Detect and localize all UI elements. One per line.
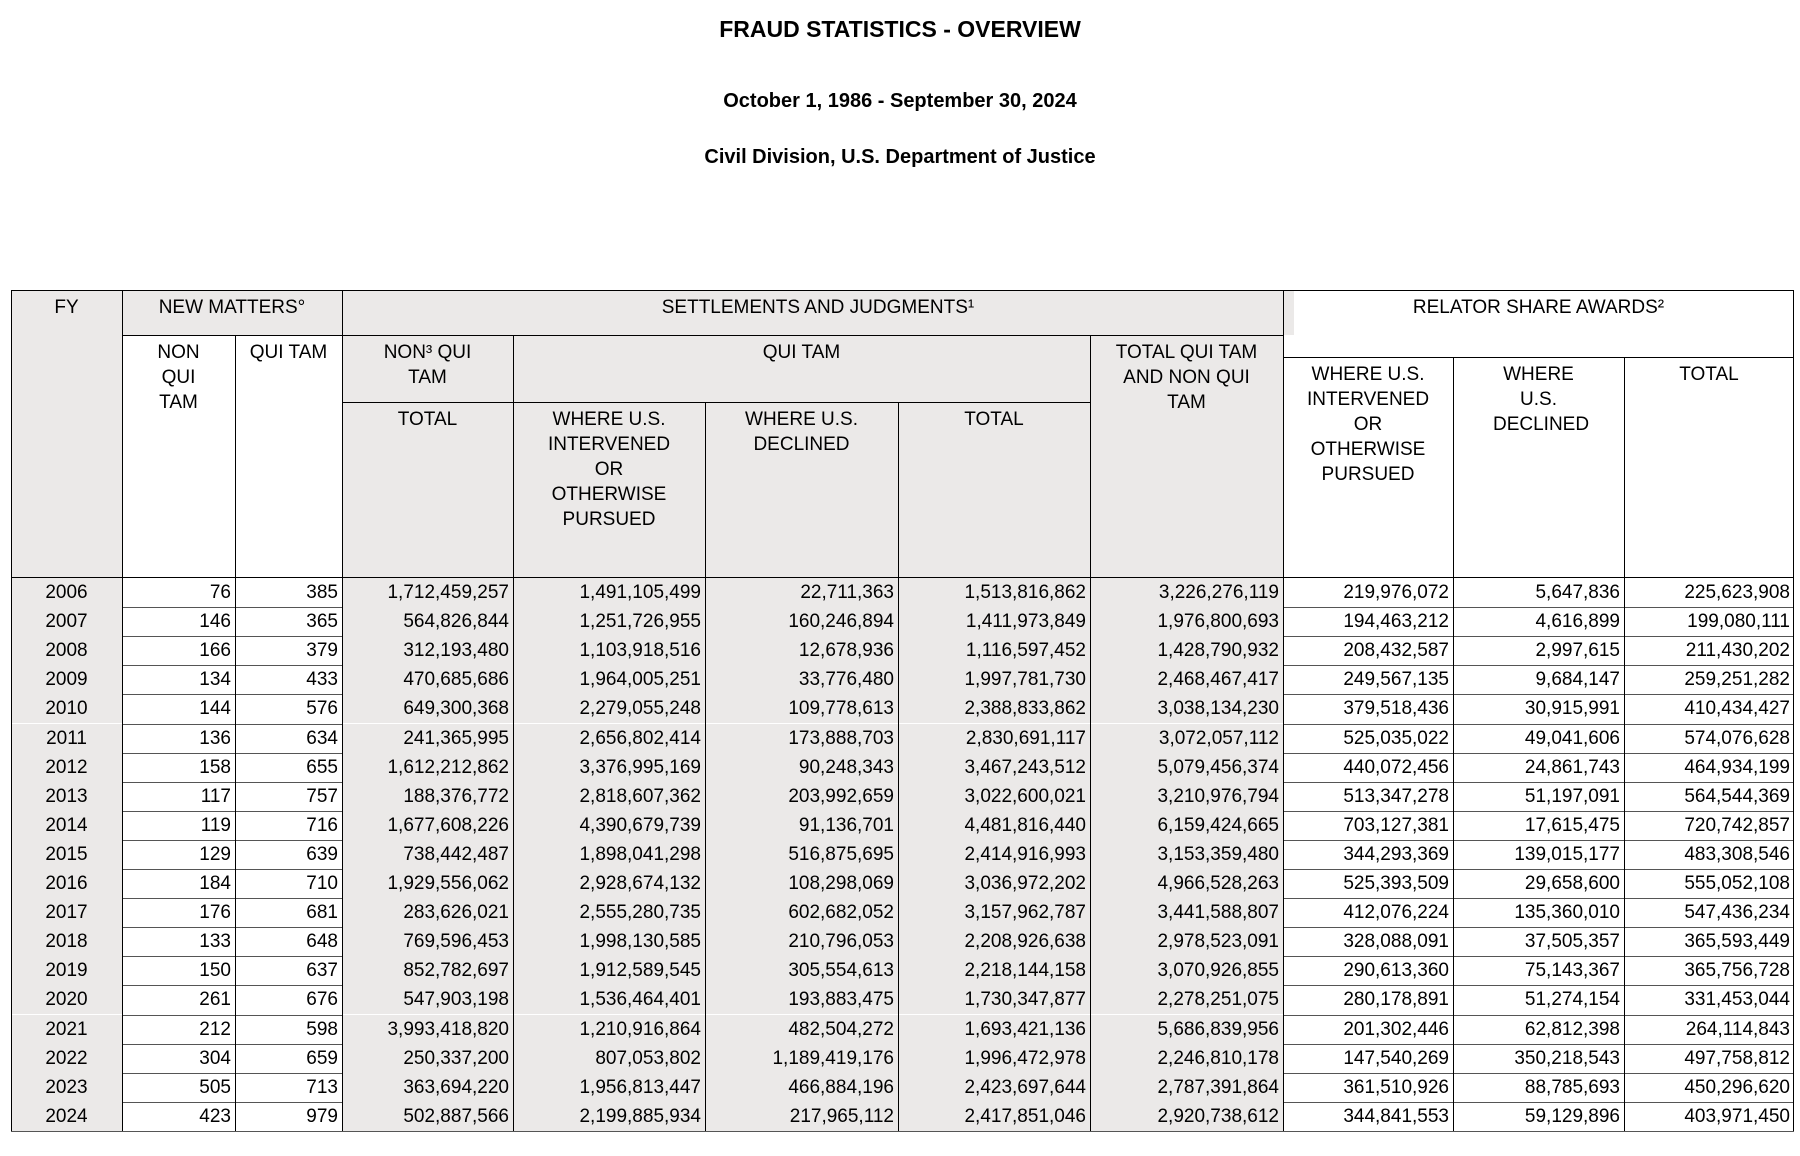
- cell-fy: 2021: [11, 1015, 122, 1044]
- cell-nm-qui-tam: 637: [306, 960, 338, 982]
- cell-rel-intervened: 328,088,091: [1343, 931, 1449, 953]
- cell-sj-qt-intervened: 1,103,918,516: [513, 636, 705, 665]
- cell-nm-qui-tam: 634: [306, 727, 338, 749]
- cell-sj-non-total: 188,376,772: [342, 782, 513, 811]
- cell-rel-declined: 135,360,010: [1514, 902, 1620, 924]
- header-settlements: SETTLEMENTS AND JUDGMENTS¹: [342, 290, 1294, 335]
- cell-rel-total: 199,080,111: [1687, 611, 1790, 633]
- cell-sj-grand-total: 4,966,528,263: [1090, 869, 1283, 898]
- cell-sj-qt-total: 2,388,833,862: [898, 694, 1090, 723]
- cell-fy: 2013: [11, 782, 122, 811]
- cell-sj-non-total: 547,903,198: [342, 985, 513, 1014]
- cell-nm-qui-tam: 681: [306, 902, 338, 924]
- cell-nm-non-qui-tam: 117: [200, 785, 231, 807]
- cell-sj-grand-total: 3,210,976,794: [1090, 782, 1283, 811]
- cell-rel-declined: 51,197,091: [1524, 785, 1620, 807]
- header-sj-qt-intervened: WHERE U.S. INTERVENED OR OTHERWISE PURSUED: [513, 402, 705, 577]
- cell-sj-qt-declined: 90,248,343: [705, 753, 898, 782]
- cell-rel-declined: 49,041,606: [1524, 727, 1620, 749]
- cell-rel-declined: 62,812,398: [1524, 1018, 1620, 1040]
- cell-nm-non-qui-tam: 129: [199, 843, 231, 865]
- cell-rel-intervened: 361,510,926: [1343, 1076, 1449, 1098]
- cell-rel-declined: 5,647,836: [1535, 582, 1620, 603]
- cell-nm-qui-tam: 385: [306, 582, 338, 603]
- cell-nm-qui-tam: 659: [306, 1047, 338, 1069]
- cell-sj-grand-total: 3,070,926,855: [1090, 956, 1283, 985]
- cell-rel-declined: 350,218,543: [1514, 1047, 1620, 1069]
- cell-fy: 2023: [11, 1073, 122, 1102]
- cell-rel-intervened: 290,613,360: [1343, 960, 1449, 982]
- cell-fy: 2007: [11, 607, 122, 636]
- cell-fy: 2015: [11, 840, 122, 869]
- cell-sj-non-total: 852,782,697: [342, 956, 513, 985]
- cell-sj-qt-declined: 203,992,659: [705, 782, 898, 811]
- cell-rel-total: 410,434,427: [1684, 698, 1790, 720]
- fraud-statistics-table: [11, 290, 1794, 1130]
- cell-sj-qt-intervened: 2,555,280,735: [513, 898, 705, 927]
- cell-rel-total: 497,758,812: [1684, 1047, 1790, 1069]
- column-divider: [342, 290, 343, 1131]
- cell-sj-qt-total: 1,997,781,730: [898, 665, 1090, 694]
- cell-sj-grand-total: 3,226,276,119: [1090, 578, 1283, 607]
- divider: [1283, 357, 1794, 358]
- header-fy: FY: [11, 290, 122, 577]
- cell-rel-total: 211,430,202: [1685, 640, 1790, 662]
- cell-rel-declined: 37,505,357: [1524, 931, 1620, 953]
- cell-sj-qt-intervened: 1,998,130,585: [513, 927, 705, 956]
- cell-rel-declined: 88,785,693: [1524, 1076, 1620, 1098]
- cell-nm-non-qui-tam: 261: [199, 989, 231, 1011]
- cell-sj-grand-total: 3,072,057,112: [1090, 724, 1283, 753]
- cell-sj-non-total: 1,929,556,062: [342, 869, 513, 898]
- cell-rel-total: 259,251,282: [1684, 669, 1790, 691]
- cell-sj-qt-intervened: 3,376,995,169: [513, 753, 705, 782]
- cell-nm-non-qui-tam: 136: [199, 727, 231, 749]
- cell-rel-total: 483,308,546: [1684, 843, 1790, 865]
- cell-nm-qui-tam: 713: [306, 1076, 338, 1098]
- cell-rel-declined: 29,658,600: [1524, 873, 1620, 894]
- cell-rel-intervened: 344,841,553: [1343, 1105, 1449, 1127]
- header-new-matters: NEW MATTERS°: [122, 290, 342, 335]
- cell-sj-qt-intervened: 807,053,802: [513, 1044, 705, 1073]
- header-sj-grand-total: TOTAL QUI TAM AND NON QUI TAM: [1090, 335, 1283, 577]
- cell-rel-declined: 75,143,367: [1524, 960, 1620, 982]
- cell-sj-qt-total: 2,417,851,046: [898, 1102, 1090, 1131]
- cell-nm-qui-tam: 648: [306, 931, 338, 953]
- header-nm-non-qui-tam: NON QUI TAM: [157, 342, 200, 413]
- cell-sj-qt-total: 2,830,691,117: [898, 724, 1090, 753]
- cell-rel-total: 720,742,857: [1684, 814, 1790, 836]
- cell-rel-intervened: 147,540,269: [1343, 1047, 1449, 1069]
- cell-sj-non-total: 738,442,487: [342, 840, 513, 869]
- cell-sj-qt-declined: 193,883,475: [705, 985, 898, 1014]
- cell-fy: 2020: [11, 985, 122, 1014]
- cell-rel-total: 225,623,908: [1684, 582, 1790, 603]
- cell-sj-grand-total: 1,428,790,932: [1090, 636, 1283, 665]
- cell-fy: 2012: [11, 753, 122, 782]
- cell-rel-total: 403,971,450: [1684, 1105, 1790, 1127]
- cell-fy: 2006: [11, 578, 122, 607]
- cell-sj-grand-total: 3,038,134,230: [1090, 694, 1283, 723]
- cell-nm-non-qui-tam: 158: [199, 756, 231, 778]
- cell-nm-non-qui-tam: 212: [199, 1018, 231, 1040]
- cell-fy: 2018: [11, 927, 122, 956]
- cell-sj-non-total: 241,365,995: [342, 724, 513, 753]
- cell-rel-intervened: 525,035,022: [1343, 727, 1449, 749]
- cell-nm-qui-tam: 639: [306, 843, 338, 865]
- cell-sj-qt-total: 2,218,144,158: [898, 956, 1090, 985]
- cell-sj-qt-intervened: 2,199,885,934: [513, 1102, 705, 1131]
- header-sj-non-qui-tam: NON³ QUI TAM: [342, 335, 513, 402]
- cell-nm-qui-tam: 433: [306, 669, 338, 691]
- cell-sj-non-total: 502,887,566: [342, 1102, 513, 1131]
- cell-sj-qt-total: 1,693,421,136: [898, 1015, 1090, 1044]
- cell-rel-intervened: 440,072,456: [1343, 756, 1449, 778]
- cell-rel-intervened: 525,393,509: [1343, 873, 1449, 894]
- cell-rel-intervened: 208,432,587: [1343, 640, 1449, 662]
- header-sj-qt-declined: WHERE U.S. DECLINED: [705, 402, 898, 577]
- cell-sj-grand-total: 2,246,810,178: [1090, 1044, 1283, 1073]
- cell-rel-intervened: 249,567,135: [1343, 669, 1449, 691]
- cell-sj-qt-intervened: 1,956,813,447: [513, 1073, 705, 1102]
- cell-sj-qt-declined: 109,778,613: [705, 694, 898, 723]
- cell-nm-qui-tam: 598: [306, 1018, 338, 1040]
- cell-sj-non-total: 769,596,453: [342, 927, 513, 956]
- cell-sj-qt-intervened: 1,898,041,298: [513, 840, 705, 869]
- cell-sj-non-total: 649,300,368: [342, 694, 513, 723]
- cell-rel-intervened: 280,178,891: [1343, 989, 1449, 1011]
- date-range: October 1, 1986 - September 30, 2024: [723, 90, 1077, 112]
- column-divider: [1453, 357, 1454, 1131]
- cell-nm-non-qui-tam: 119: [200, 814, 231, 836]
- cell-sj-qt-total: 3,467,243,512: [898, 753, 1090, 782]
- cell-rel-intervened: 194,463,212: [1343, 611, 1449, 633]
- cell-sj-qt-declined: 160,246,894: [705, 607, 898, 636]
- cell-nm-qui-tam: 716: [306, 814, 338, 836]
- cell-nm-qui-tam: 365: [306, 611, 338, 633]
- cell-nm-non-qui-tam: 423: [199, 1105, 231, 1127]
- header-rel-total: TOTAL: [1679, 364, 1739, 385]
- cell-nm-non-qui-tam: 76: [209, 582, 231, 603]
- cell-sj-qt-declined: 210,796,053: [705, 927, 898, 956]
- cell-sj-grand-total: 2,920,738,612: [1090, 1102, 1283, 1131]
- cell-sj-qt-total: 3,157,962,787: [898, 898, 1090, 927]
- cell-sj-grand-total: 2,468,467,417: [1090, 665, 1283, 694]
- cell-rel-declined: 139,015,177: [1514, 843, 1620, 865]
- cell-sj-non-total: 564,826,844: [342, 607, 513, 636]
- cell-rel-intervened: 219,976,072: [1343, 582, 1449, 603]
- cell-sj-qt-total: 2,414,916,993: [898, 840, 1090, 869]
- cell-sj-qt-intervened: 4,390,679,739: [513, 811, 705, 840]
- cell-sj-qt-total: 2,208,926,638: [898, 927, 1090, 956]
- cell-sj-qt-declined: 173,888,703: [705, 724, 898, 753]
- cell-nm-qui-tam: 757: [306, 785, 338, 807]
- cell-nm-non-qui-tam: 184: [199, 873, 231, 894]
- cell-sj-qt-total: 1,411,973,849: [898, 607, 1090, 636]
- cell-sj-qt-intervened: 1,491,105,499: [513, 578, 705, 607]
- header-relator: RELATOR SHARE AWARDS²: [1412, 297, 1665, 318]
- cell-sj-non-total: 1,612,212,862: [342, 753, 513, 782]
- cell-nm-qui-tam: 979: [306, 1105, 338, 1127]
- header-sj-non-total: TOTAL: [342, 402, 513, 577]
- cell-rel-total: 264,114,843: [1685, 1018, 1790, 1040]
- cell-rel-total: 365,593,449: [1684, 931, 1790, 953]
- cell-sj-grand-total: 2,787,391,864: [1090, 1073, 1283, 1102]
- column-divider: [1283, 290, 1284, 1131]
- cell-sj-qt-total: 4,481,816,440: [898, 811, 1090, 840]
- cell-fy: 2009: [11, 665, 122, 694]
- cell-fy: 2024: [11, 1102, 122, 1131]
- column-divider: [1624, 357, 1625, 1131]
- cell-sj-qt-declined: 217,965,112: [705, 1102, 898, 1131]
- cell-nm-non-qui-tam: 176: [199, 902, 231, 924]
- cell-nm-non-qui-tam: 133: [199, 931, 231, 953]
- cell-fy: 2016: [11, 869, 122, 898]
- column-divider: [235, 335, 236, 1131]
- cell-sj-non-total: 283,626,021: [342, 898, 513, 927]
- row-divider: [11, 1131, 1794, 1132]
- cell-sj-grand-total: 5,686,839,956: [1090, 1015, 1283, 1044]
- cell-sj-qt-declined: 33,776,480: [705, 665, 898, 694]
- divider: [342, 402, 1090, 403]
- cell-sj-grand-total: 5,079,456,374: [1090, 753, 1283, 782]
- divider: [122, 335, 1283, 336]
- cell-sj-qt-total: 3,022,600,021: [898, 782, 1090, 811]
- cell-fy: 2014: [11, 811, 122, 840]
- cell-nm-qui-tam: 710: [306, 873, 338, 894]
- cell-nm-non-qui-tam: 505: [199, 1076, 231, 1098]
- cell-sj-qt-declined: 22,711,363: [705, 578, 898, 607]
- cell-rel-intervened: 379,518,436: [1343, 698, 1449, 720]
- column-divider: [705, 402, 706, 1131]
- cell-sj-qt-declined: 108,298,069: [705, 869, 898, 898]
- cell-sj-qt-declined: 482,504,272: [705, 1015, 898, 1044]
- cell-sj-qt-total: 1,513,816,862: [898, 578, 1090, 607]
- header-sj-qui-tam: QUI TAM: [513, 335, 1090, 402]
- page-title: FRAUD STATISTICS - OVERVIEW: [719, 16, 1081, 42]
- cell-nm-non-qui-tam: 134: [199, 669, 231, 691]
- cell-sj-qt-intervened: 2,656,802,414: [513, 724, 705, 753]
- cell-sj-qt-declined: 466,884,196: [705, 1073, 898, 1102]
- cell-nm-non-qui-tam: 146: [199, 611, 231, 633]
- cell-sj-grand-total: 6,159,424,665: [1090, 811, 1283, 840]
- cell-rel-intervened: 201,302,446: [1343, 1018, 1449, 1040]
- cell-nm-qui-tam: 576: [306, 698, 338, 720]
- cell-nm-non-qui-tam: 150: [199, 960, 231, 982]
- table-border-top: [11, 290, 1794, 291]
- cell-rel-declined: 51,274,154: [1524, 989, 1620, 1011]
- divider: [11, 577, 1794, 578]
- cell-sj-qt-declined: 91,136,701: [705, 811, 898, 840]
- column-divider: [11, 290, 12, 1131]
- cell-sj-qt-intervened: 1,964,005,251: [513, 665, 705, 694]
- cell-sj-grand-total: 2,978,523,091: [1090, 927, 1283, 956]
- cell-sj-qt-total: 1,996,472,978: [898, 1044, 1090, 1073]
- cell-fy: 2010: [11, 694, 122, 723]
- cell-sj-qt-declined: 305,554,613: [705, 956, 898, 985]
- cell-sj-qt-intervened: 2,279,055,248: [513, 694, 705, 723]
- cell-sj-qt-intervened: 1,251,726,955: [513, 607, 705, 636]
- cell-sj-qt-total: 1,116,597,452: [898, 636, 1090, 665]
- cell-rel-intervened: 703,127,381: [1343, 814, 1449, 836]
- cell-rel-total: 555,052,108: [1684, 873, 1790, 894]
- cell-rel-declined: 59,129,896: [1524, 1105, 1620, 1127]
- cell-sj-non-total: 1,712,459,257: [342, 578, 513, 607]
- cell-fy: 2008: [11, 636, 122, 665]
- header-rel-declined: WHERE U.S. DECLINED: [1493, 364, 1590, 435]
- cell-rel-total: 547,436,234: [1684, 902, 1790, 924]
- cell-nm-non-qui-tam: 166: [199, 640, 231, 662]
- cell-nm-qui-tam: 379: [306, 640, 338, 662]
- cell-sj-qt-intervened: 1,210,916,864: [513, 1015, 705, 1044]
- cell-rel-total: 574,076,628: [1684, 727, 1790, 749]
- cell-rel-declined: 30,915,991: [1524, 698, 1620, 720]
- cell-fy: 2017: [11, 898, 122, 927]
- cell-rel-total: 464,934,199: [1684, 756, 1790, 778]
- cell-sj-qt-intervened: 1,912,589,545: [513, 956, 705, 985]
- cell-sj-grand-total: 2,278,251,075: [1090, 985, 1283, 1014]
- column-divider: [513, 335, 514, 1131]
- cell-rel-declined: 24,861,743: [1524, 756, 1620, 778]
- cell-sj-grand-total: 1,976,800,693: [1090, 607, 1283, 636]
- column-divider: [1090, 335, 1091, 1131]
- cell-nm-non-qui-tam: 304: [199, 1047, 231, 1069]
- cell-rel-declined: 2,997,615: [1535, 640, 1620, 662]
- cell-rel-total: 564,544,369: [1684, 785, 1790, 807]
- cell-fy: 2022: [11, 1044, 122, 1073]
- header-rel-intervened: WHERE U.S. INTERVENED OR OTHERWISE PURSUED: [1306, 364, 1430, 485]
- cell-rel-intervened: 513,347,278: [1343, 785, 1449, 807]
- cell-nm-qui-tam: 655: [306, 756, 338, 778]
- column-divider: [122, 290, 123, 1131]
- cell-sj-non-total: 312,193,480: [342, 636, 513, 665]
- cell-sj-grand-total: 3,153,359,480: [1090, 840, 1283, 869]
- cell-nm-qui-tam: 676: [306, 989, 338, 1011]
- cell-sj-non-total: 3,993,418,820: [342, 1015, 513, 1044]
- cell-rel-intervened: 412,076,224: [1343, 902, 1449, 924]
- cell-sj-non-total: 1,677,608,226: [342, 811, 513, 840]
- cell-sj-qt-total: 3,036,972,202: [898, 869, 1090, 898]
- header-sj-qt-total: TOTAL: [898, 402, 1090, 577]
- column-divider: [898, 402, 899, 1131]
- column-divider: [1793, 290, 1794, 1131]
- cell-rel-declined: 17,615,475: [1524, 814, 1620, 836]
- cell-sj-qt-declined: 602,682,052: [705, 898, 898, 927]
- cell-sj-qt-intervened: 2,818,607,362: [513, 782, 705, 811]
- cell-rel-declined: 4,616,899: [1535, 611, 1620, 633]
- cell-sj-qt-declined: 12,678,936: [705, 636, 898, 665]
- cell-rel-total: 450,296,620: [1684, 1076, 1790, 1098]
- header-nm-qui-tam: QUI TAM: [249, 342, 328, 363]
- cell-sj-non-total: 363,694,220: [342, 1073, 513, 1102]
- cell-rel-declined: 9,684,147: [1535, 669, 1620, 691]
- cell-rel-intervened: 344,293,369: [1343, 843, 1449, 865]
- cell-sj-qt-declined: 1,189,419,176: [705, 1044, 898, 1073]
- cell-sj-qt-intervened: 1,536,464,401: [513, 985, 705, 1014]
- cell-sj-qt-total: 2,423,697,644: [898, 1073, 1090, 1102]
- cell-rel-total: 365,756,728: [1684, 960, 1790, 982]
- cell-sj-qt-intervened: 2,928,674,132: [513, 869, 705, 898]
- cell-sj-non-total: 470,685,686: [342, 665, 513, 694]
- cell-fy: 2011: [11, 724, 122, 753]
- cell-sj-non-total: 250,337,200: [342, 1044, 513, 1073]
- cell-sj-grand-total: 3,441,588,807: [1090, 898, 1283, 927]
- agency-name: Civil Division, U.S. Department of Justice: [704, 146, 1096, 168]
- cell-rel-total: 331,453,044: [1684, 989, 1790, 1011]
- cell-sj-qt-declined: 516,875,695: [705, 840, 898, 869]
- cell-sj-qt-total: 1,730,347,877: [898, 985, 1090, 1014]
- cell-nm-non-qui-tam: 144: [199, 698, 231, 720]
- cell-fy: 2019: [11, 956, 122, 985]
